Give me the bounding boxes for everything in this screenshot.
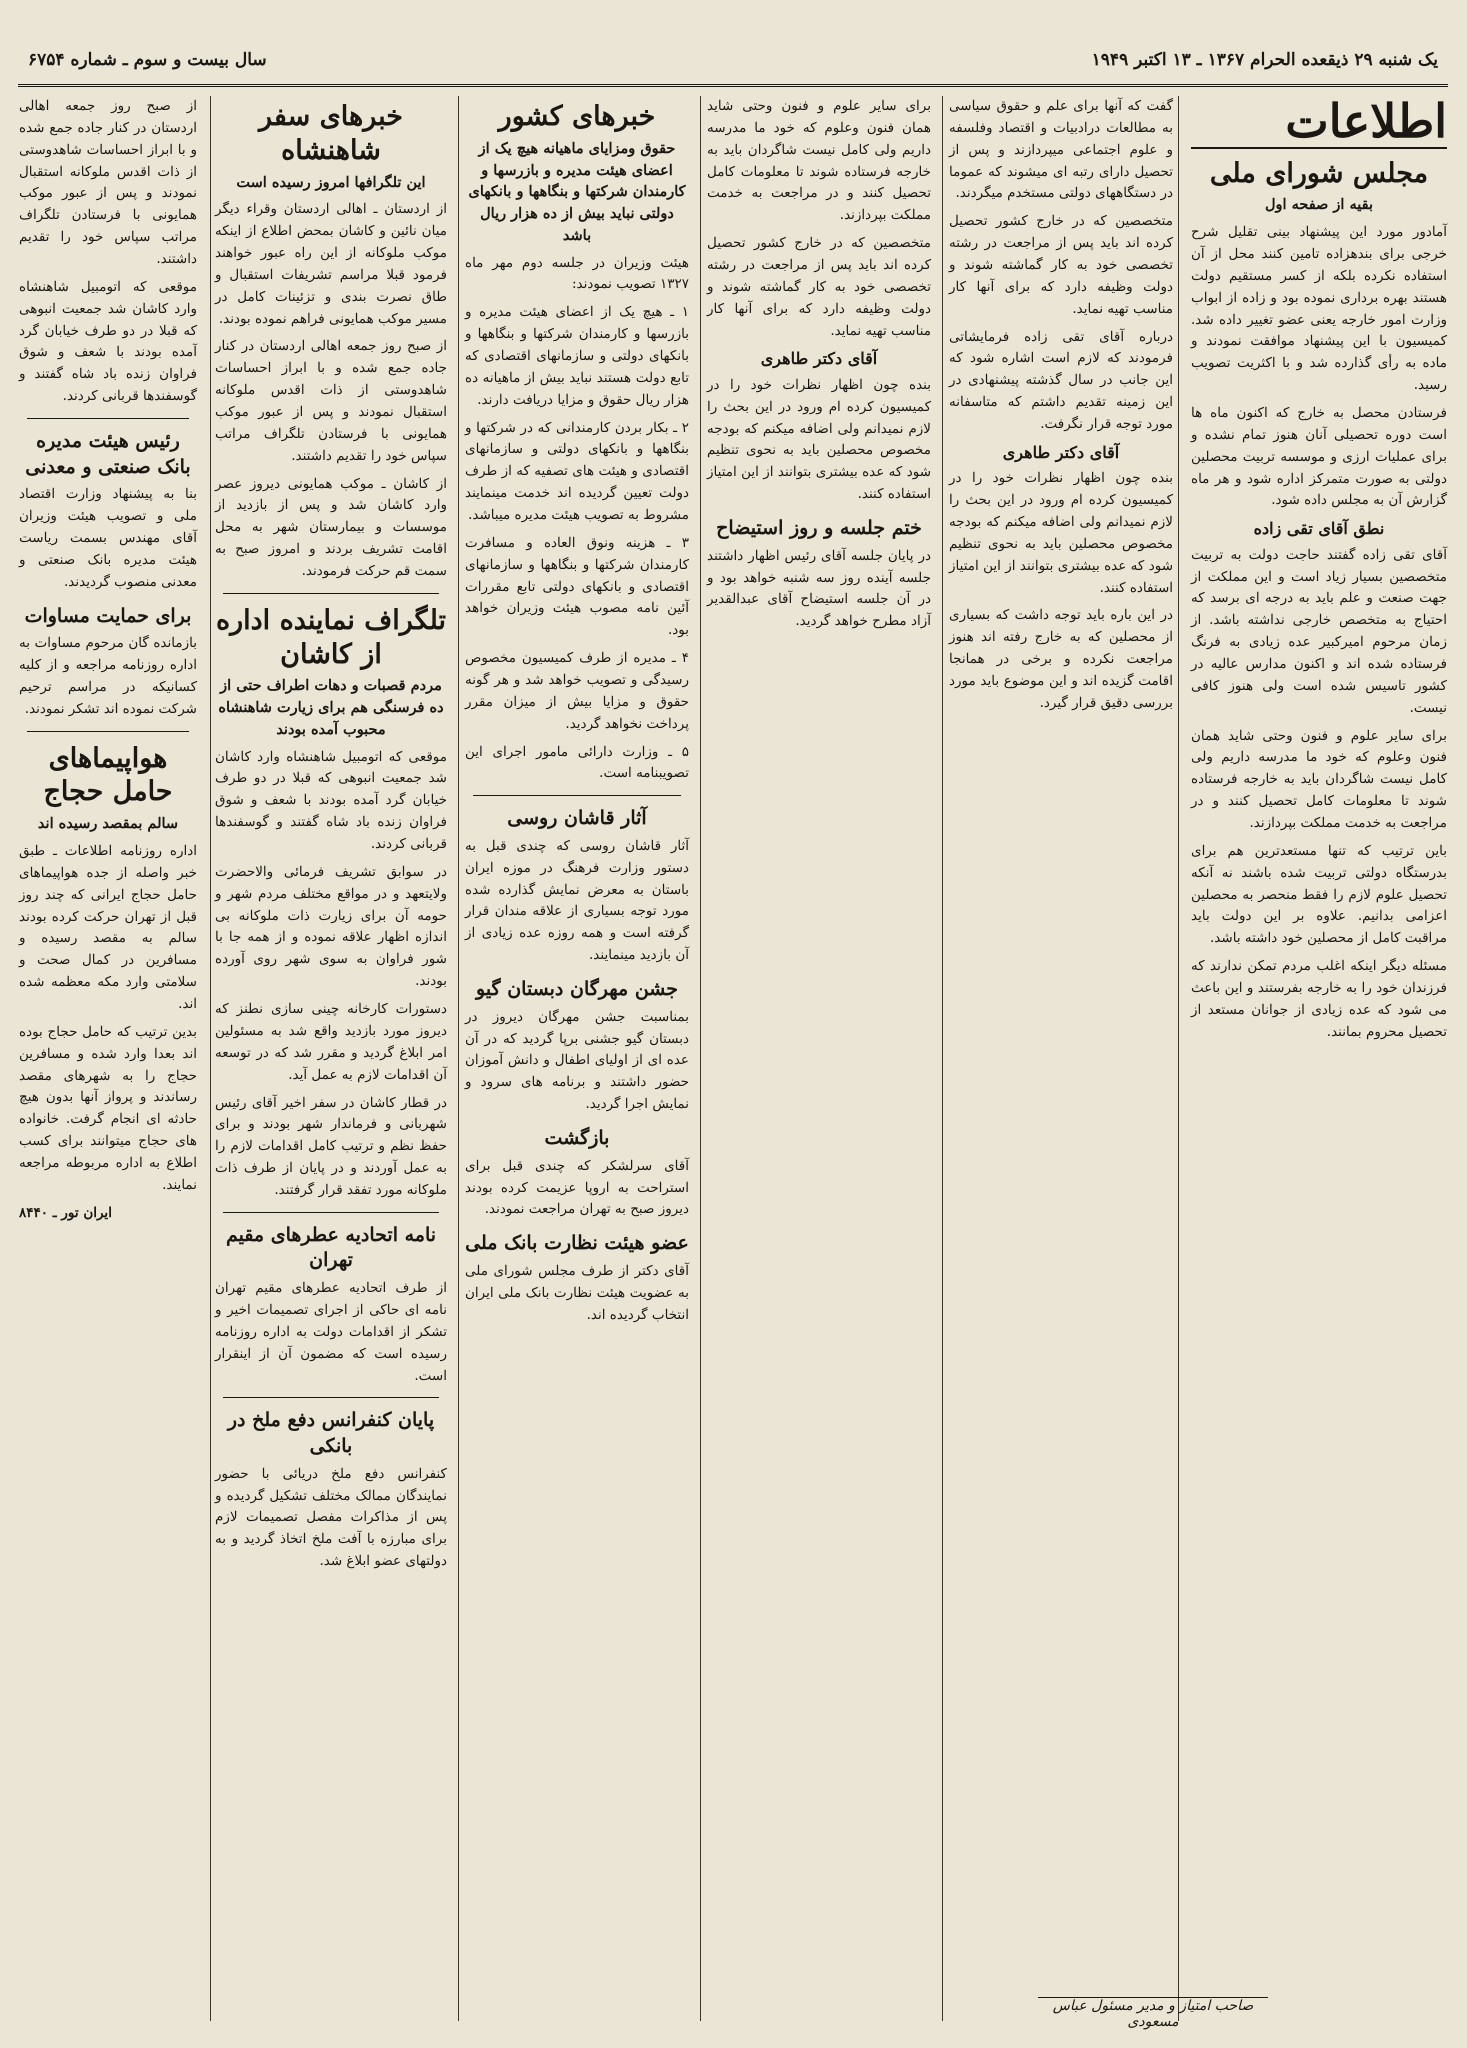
divider xyxy=(223,1397,439,1398)
article-paragraph: برای سایر علوم و فنون وحتی شاید همان فنون وعلوم که خود ما مدرسه داریم ولی کامل نیست شاگردان باید به خارجه فرستاده شوند تا معلومات کامل تحصیل کنند و در مراجعت به خدمت مملکت بپردازند. xyxy=(1191,727,1447,831)
country-news-headline: خبرهای کشور xyxy=(498,101,656,132)
article-paragraph: آقای دکتر از طرف مجلس شورای ملی به عضویت هیئت نظارت بانک ملی ایران انتخاب گردیده اند. xyxy=(465,1262,689,1323)
divider xyxy=(223,593,439,594)
article-paragraph: درباره آقای تقی زاده فرمایشاتی فرمودند که لازم است اشاره شود که این جانب در سال گذشته پیشنهادی در این زمینه تقدیم داشتم که متاسفانه مورد توجه قرار نگرفت. xyxy=(949,328,1173,433)
article-paragraph: گفت که آنها برای علم و حقوق سیاسی به مطالعات درادبیات و اقتصاد وفلسفه و علوم اجتماعی میپردازند و پس از تحصیل دارای رتبه ای میشوند که عموما در دستگاههای دولتی مستخدم میگردند. xyxy=(949,98,1173,202)
debate-subheading: آقای دکتر طاهری xyxy=(1002,442,1120,462)
jashn-headline: جشن مهرگان دبستان گیو xyxy=(476,978,678,1001)
article-paragraph: اداره روزنامه اطلاعات ـ طبق خبر واصله از جده هواپیماهای حامل حجاج ایرانی که چند روز قبل از تهران حرکت کرده بودند سالم به مقصد رسیده و مسافرین در کمال صحت و سلامتی وارد مکه معظمه شده اند. xyxy=(19,842,197,1012)
masthead xyxy=(18,40,1448,87)
article-paragraph: بازمانده گان مرحوم مساوات به اداره روزنامه مراجعه و از کلیه کسانیکه در مراسم ترحیم شرکت نموده اند تشکر نمودند. xyxy=(19,635,197,717)
kashan-subheadline: مردم قصبات و دهات اطراف حتی از ده فرسنگی هم برای زیارت شاهنشاه محبوب آمده بودند xyxy=(218,677,444,738)
hajj-planes-headline: هواپیماهای حامل حجاج xyxy=(43,742,173,808)
taqizadeh-subheading: نطق آقای تقی زاده xyxy=(1253,519,1385,539)
column-majlis xyxy=(1185,96,1453,2021)
article-paragraph: آقای تقی زاده گفتند حاجت دولت به تربیت متخصصین بسیار زیاد است و این مملکت از جهت صنعت و علم باید به درجه ای برسد که احتیاج به متخصص خارجی نداشته باشد. از زمان مرحوم امیرکبیر عده زیادی به فرنگ فرستاده شده اند و اکنون مدارس عالیه در کشور تاسیس شده است ولی هنوز کافی نیست. xyxy=(1191,546,1447,716)
khatm-headline: ختم جلسه و روز استیضاح xyxy=(716,517,922,539)
article-paragraph: دستورات کارخانه چینی سازی نطنز که دیروز مورد بازدید واقع شد به مسئولین امر ابلاغ گردید و مقرر شد که در توسعه آن اقدامات لازم به عمل آید. xyxy=(215,1001,447,1083)
article-paragraph: فرستادن محصل به خارج که اکنون ماه ها است دوره تحصیلی آنان هنوز تمام نشده و برای عملیات ارزی و موسسه تربیت محصلین دولتی به صورت متمرکز اداره شود و هر ماه گزارش آن به مجلس داده شود. xyxy=(1191,404,1447,509)
article-paragraph: ۱ ـ هیچ یک از اعضای هیئت مدیره و بازرسها و کارمندان شرکتها و بنگاهها و بانکهای دولتی و سازمانهای اقتصادی که تابع دولت هستند نباید بیش از ماهیانه ده هزار ریال حقوق و مزایا دریافت دارند. xyxy=(465,304,689,408)
column-country-news xyxy=(459,96,695,2021)
article-paragraph: در پایان جلسه آقای رئیس اظهار داشتند جلسه آینده روز سه شنبه خواهد بود و در آن جلسه استیضاح آقای عبدالقدیر آزاد مطرح خواهد گردید. xyxy=(707,547,931,630)
majlis-continued: بقیه از صفحه اول xyxy=(1264,196,1374,214)
divider xyxy=(27,731,189,732)
article-paragraph: از طرف اتحادیه عطرهای مقیم تهران نامه ای حاکی از اجرای تصمیمات اخیر و تشکر از اقدامات دولت به اداره روزنامه رسیده است که مضمون آن از اینقرار است. xyxy=(215,1280,447,1384)
article-paragraph: در سوابق تشریف فرمائی والاحضرت ولایتعهد و در مواقع مختلف مردم شهر و حومه آن برای زیارت ذات ملوکانه بی اندازه اظهار علاقه نموده و از همه جا با شور فراوان به سوی شهر روی آورده بودند. xyxy=(215,863,447,990)
qashan-headline: آثار قاشان روسی xyxy=(507,807,647,830)
article-paragraph: متخصصین که در خارج کشور تحصیل کرده اند باید پس از مراجعت در رشته تخصصی خود به کار گماشته شوند و دولت وظیفه دارد که برای آنها کار مناسب تهیه نماید. xyxy=(949,213,1173,317)
article-paragraph: متخصصین که در خارج کشور تحصیل کرده اند باید پس از مراجعت در رشته تخصصی خود به کار گماشته شوند و دولت وظیفه دارد که برای آنها کار مناسب تهیه نماید. xyxy=(707,235,931,339)
column-debate xyxy=(943,96,1179,2021)
tehran-headline: نامه اتحادیه عطرهای مقیم تهران xyxy=(225,1223,437,1272)
article-paragraph: از صبح روز جمعه اهالی اردستان در کنار جاده جمع شده و با ابراز احساسات شاهدوستی از ذات اقدس ملوکانه استقبال نمودند و پس از عبور موکب همایونی با فرستادن تلگراف مراتب سپاس خود را تقدیم داشتند. xyxy=(19,98,197,268)
bank-headline: رئیس هیئت مدیره بانک صنعتی و معدنی xyxy=(25,430,191,478)
conference-headline: پایان کنفرانس دفع ملخ در بانکی xyxy=(227,1409,435,1458)
otaq-headline: عضو هیئت نظارت بانک ملی xyxy=(465,1232,689,1255)
article-paragraph: ۴ ـ مدیره از طرف کمیسیون مخصوص رسیدگی و تصویب خواهد شد و هر گونه حقوق و مزایا بیش از میزان مقرر پرداخت نخواهد گردید. xyxy=(465,650,689,732)
newspaper-logo: اطلاعات xyxy=(1191,96,1447,149)
article-paragraph: برای سایر علوم و فنون وحتی شاید همان فنون وعلوم که خود ما مدرسه داریم ولی کامل نیست شاگردان باید به خارجه فرستاده شوند تا معلومات کامل تحصیل کنند و در مراجعت به خدمت مملکت بپردازند. xyxy=(707,98,931,224)
mosavat-headline: برای حمایت مساوات xyxy=(24,604,192,627)
country-news-subheadline: حقوق ومزایای ماهیانه هیچ یک از اعضای هیئت مدیره و بازرسها و کارمندان شرکتها و بنگاهها و بانکهای دولتی نباید بیش از ده هزار ریال باشد xyxy=(468,139,686,244)
shah-trip-headline: خبرهای سفر شاهنشاه xyxy=(259,101,403,166)
article-paragraph: بنا به پیشنهاد وزارت اقتصاد ملی و تصویب هیئت وزیران آقای مهندس بسمت ریاست هیئت مدیره بانک صنعتی و معدنی منصوب گردیدند. xyxy=(19,486,197,590)
article-paragraph: بنده چون اظهار نظرات خود را در کمیسیون کرده ام ورود در این بحث را لازم نمیدانم ولی اضافه میکنم که بودجه مخصوص محصلین باید به نحوی تنظیم شود که عده بیشتری بتوانند از این امتیاز استفاده کنند. xyxy=(707,376,931,503)
date-line: یک شنبه ۲۹ ذیقعده الحرام ۱۳۶۷ ـ ۱۳ اکتبر ۱۹۴۹ xyxy=(1091,50,1438,70)
article-paragraph: موقعی که اتومبیل شاهنشاه وارد کاشان شد جمعیت انبوهی که قبلا در دو طرف خیابان گرد آمده بودند با شعف و شوق فراوان زنده باد شاه گفتند و گوسفندها قربانی کردند. xyxy=(215,748,447,853)
kashan-headline: تلگراف نماینده اداره از کاشان xyxy=(215,604,447,670)
bazgasht-headline: بازگشت xyxy=(544,1127,610,1149)
shah-trip-subheadline: این تلگرافها امروز رسیده است xyxy=(236,173,426,191)
article-paragraph: مسئله دیگر اینکه اغلب مردم تمکن ندارند که فرزندان خود را به خارجه بفرستند و این باعث می شود که عده زیادی از جوانان مستعد از تحصیل محروم بمانند. xyxy=(1191,958,1447,1040)
hajj-planes-subheadline: سالم بمقصد رسیده اند xyxy=(37,815,179,833)
debate-subheading-2: آقای دکتر طاهری xyxy=(760,349,878,369)
divider xyxy=(223,1212,439,1213)
column-shah-trip xyxy=(209,96,453,2021)
majlis-headline: مجلس شورای ملی xyxy=(1209,157,1429,189)
article-paragraph: در این باره باید توجه داشت که بسیاری از محصلین که به خارج رفته اند هنوز مراجعت نکرده و برخی در همانجا اقامت گزیده اند و این موضوع باید مورد بررسی دقیق قرار گیرد. xyxy=(949,607,1173,711)
article-paragraph: ۳ ـ هزینه ونوق العاده و مسافرت کارمندان شرکتها و بنگاهها و سازمانهای اقتصادی و بانکهای دولتی تابع مقررات آئین نامه مصوب هیئت وزیران خواهد بود. xyxy=(465,534,689,639)
article-paragraph: آمادور مورد این پیشنهاد بینی تقلیل شرح خرجی برای بندهزاده تامین کنند محل از آن استفاده نکرده بلکه از کسر مستقیم دولت هستند بهره برداری نموده بود و زاده از ابواب وزارت امور خارجه یعنی عضو تغییر داده شد. کمیسیون با این پیشنهاد موافقت نمودند و ماده به رأی گذارده شد و با اکثریت تصویب رسید. xyxy=(1191,224,1447,394)
article-paragraph: در قطار کاشان در سفر اخیر آقای رئیس شهربانی و فرماندار شهر بودند و برای حفظ نظم و ترتیب کامل اقدامات لازم را به عمل آوردند و در پایان از طرف ذات ملوکانه مورد تفقد قرار گرفتند. xyxy=(215,1094,447,1198)
article-paragraph: هیئت وزیران در جلسه دوم مهر ماه ۱۳۲۷ تصویب نمودند: xyxy=(465,254,689,293)
article-paragraph: آقای سرلشکر که چندی قبل برای استراحت به اروپا عزیمت کرده بودند دیروز صبح به تهران مراجعت نمودند. xyxy=(465,1157,689,1218)
publisher-signature: صاحب امتیاز و مدیر مسئول عباس مسعودی xyxy=(1038,1997,1268,2026)
article-paragraph: آثار قاشان روسی که چندی قبل به دستور وزارت فرهنگ در موزه ایران باستان به معرض نمایش گذارده شده مورد توجه بسیاری از علاقه مندان قرار گرفته است و همه روزه عده زیادی از آن بازدید مینمایند. xyxy=(465,837,689,964)
article-paragraph: ۵ ـ وزارت دارائی مامور اجرای این تصویبنامه است. xyxy=(465,743,689,782)
article-paragraph: موقعی که اتومبیل شاهنشاه وارد کاشان شد جمعیت انبوهی که قبلا در دو طرف خیابان گرد آمده بودند با شعف و شوق فراوان زنده باد شاه گفتند و گوسفندها قربانی کردند. xyxy=(19,278,197,405)
article-paragraph: از اردستان ـ اهالی اردستان وقراء دیگر میان نائین و کاشان بمحض اطلاع از اینکه موکب ملوکانه از این راه عبور خواهند فرمود قبلا مراسم تشریفات استقبال و طاق نصرت بندی و تزئینات کامل در مسیر موکب همایونی فراهم نموده بودند. xyxy=(215,201,447,327)
article-paragraph: کنفرانس دفع ملخ دریائی با حضور نمایندگان ممالک مختلف تشکیل گردیده و پس از مذاکرات مفصل تصمیمات لازم برای مبارزه با آفت ملخ اتخاذ گردید و به دولتهای عضو ابلاغ شد. xyxy=(215,1465,447,1570)
issue-number: سال بیست و سوم ـ شماره ۶۷۵۴ xyxy=(28,50,267,70)
ad-code: ایران تور ـ ۸۴۴۰ xyxy=(19,1204,112,1221)
article-paragraph: باین ترتیب که تنها مستعدترین هم برای بدرستگاه دولتی تربیت شده باشند نه آنکه تحصیل علوم لازم را فقط منحصر به محصلین اعزامی بدانیم. علاوه بر این دولت باید مراقبت کامل از محصلین خود داشته باشد. xyxy=(1191,842,1447,947)
article-paragraph: ۲ ـ بکار بردن کارمندانی که در شرکتها و بنگاهها و بانکهای دولتی و سازمانهای اقتصادی و هیئت های تصفیه که از طرف دولت تعیین گردیده اند خدمت مینمایند مشروط به تصویب هیئت مدیره میباشد. xyxy=(465,419,689,523)
divider xyxy=(27,418,189,419)
article-paragraph: بمناسبت جشن مهرگان دیروز در دبستان گیو جشنی برپا گردید که در آن عده ای از اولیای اطفال و دانش آموزان حضور داشتند و برنامه های سرود و نمایش اجرا گردید. xyxy=(465,1008,689,1113)
article-paragraph: بدین ترتیب که حامل حجاج بوده اند بعدا وارد شده و مسافرین حجاج را به شهرهای مقصد رساندند و پرواز آنها بدون هیچ حادثه ای انجام گرفت. خانواده های حجاج میتوانند برای کسب اطلاع به اداره مربوطه مراجعه نمایند. xyxy=(19,1023,197,1193)
article-paragraph: از کاشان ـ موکب همایونی دیروز عصر وارد کاشان شد و پس از بازدید از موسسات و بیمارستان شهر به محل اقامت تشریف بردند و امروز صبح به سمت قم حرکت فرمودند. xyxy=(215,475,447,579)
divider xyxy=(473,795,681,796)
article-paragraph: از صبح روز جمعه اهالی اردستان در کنار جاده جمع شده و با ابراز احساسات شاهدوستی از ذات اقدس ملوکانه استقبال نمودند و پس از عبور موکب همایونی با فرستادن تلگراف مراتب سپاس خود را تقدیم داشتند. xyxy=(215,338,447,464)
column-misc xyxy=(13,96,203,2021)
column-continued xyxy=(701,96,937,2021)
article-paragraph: بنده چون اظهار نظرات خود را در کمیسیون کرده ام ورود در این بحث را لازم نمیدانم ولی اضافه میکنم که بودجه مخصوص محصلین باید به نحوی تنظیم شود که عده بیشتری بتوانند از این امتیاز استفاده کنند. xyxy=(949,470,1173,596)
